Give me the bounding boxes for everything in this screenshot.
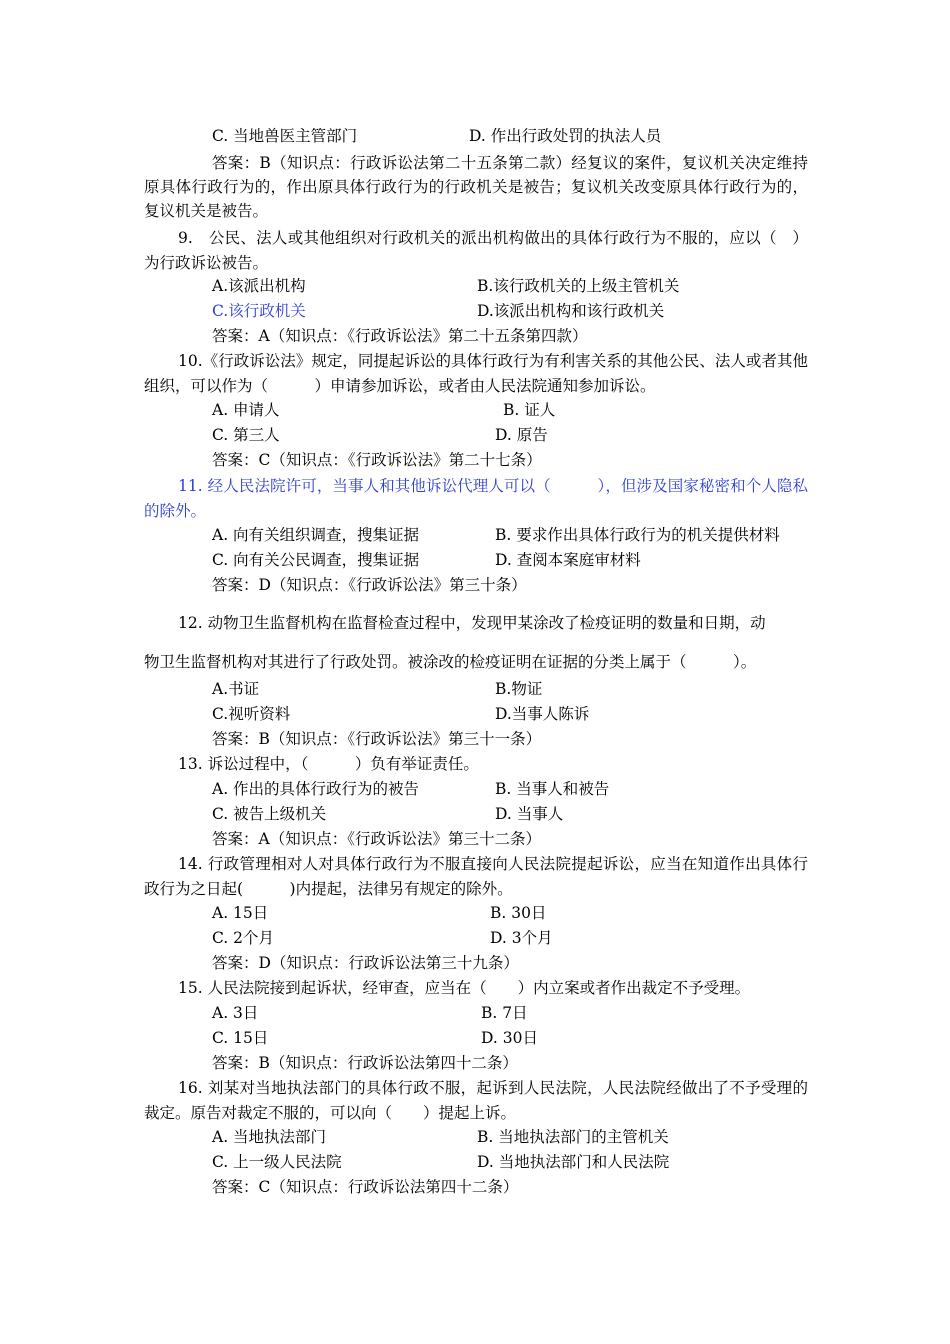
q11-option-a: A. 向有关组织调查，搜集证据 — [212, 526, 420, 544]
q11-answer: 答案：D（知识点：《行政诉讼法》第三十条） — [212, 576, 527, 594]
q14-option-c: C. 2个月 — [212, 929, 275, 947]
q12-option-a: A.书证 — [212, 680, 260, 698]
q16-question: 16. 刘某对当地执法部门的具体行政不服，起诉到人民法院，人民法院经做出了不予受理的裁定。原告对裁定不服的，可以向（ ）提起上诉。 — [144, 1079, 808, 1122]
q14-option-b: B. 30日 — [490, 904, 547, 922]
q9-answer: 答案：A（知识点：《行政诉讼法》第二十五条第四款） — [212, 327, 588, 345]
q14-option-a: A. 15日 — [212, 904, 269, 922]
q16-option-c: C. 上一级人民法院 — [212, 1153, 342, 1171]
q16-option-a: A. 当地执法部门 — [212, 1128, 327, 1146]
q13-option-d: D. 当事人 — [495, 805, 564, 823]
q12-answer: 答案：B（知识点：《行政诉讼法》第三十一条） — [212, 730, 542, 748]
q9-question: 9. 公民、法人或其他组织对行政机关的派出机构做出的具体行政行为不服的，应以（ ）为行政诉讼被告。 — [144, 229, 808, 272]
q10-option-c: C. 第三人 — [212, 426, 280, 444]
q13-option-b: B. 当事人和被告 — [495, 780, 610, 798]
q12-option-b: B.物证 — [495, 680, 543, 698]
q10-answer: 答案：C（知识点：《行政诉讼法》第二十七条） — [212, 451, 542, 469]
q12-question-line2: 物卫生监督机构对其进行了行政处罚。被涂改的检疫证明在证据的分类上属于（ ）。 — [144, 653, 757, 671]
q13-option-c: C. 被告上级机关 — [212, 805, 327, 823]
q15-option-b: B. 7日 — [481, 1004, 528, 1022]
q14-option-d: D. 3个月 — [490, 929, 553, 947]
q15-option-d: D. 30日 — [481, 1029, 538, 1047]
q11-option-c: C. 向有关公民调查，搜集证据 — [212, 551, 420, 569]
q10-option-b: B. 证人 — [503, 401, 556, 419]
q15-option-c: C. 15日 — [212, 1029, 269, 1047]
q9-option-a: A.该派出机构 — [212, 277, 306, 295]
q11-question: 11. 经人民法院许可，当事人和其他诉讼代理人可以（ ），但涉及国家秘密和个人隐私的除外。 — [144, 477, 808, 520]
q8-option-c: C. 当地兽医主管部门 — [212, 127, 358, 145]
q11-option-d: D. 查阅本案庭审材料 — [495, 551, 641, 569]
q16-option-d: D. 当地执法部门和人民法院 — [477, 1153, 670, 1171]
q15-option-a: A. 3日 — [212, 1004, 259, 1022]
q10-option-a: A. 申请人 — [212, 401, 280, 419]
q12-option-c: C.视听资料 — [212, 705, 291, 723]
q15-answer: 答案：B（知识点：行政诉讼法第四十二条） — [212, 1054, 518, 1072]
q9-option-d: D.该派出机构和该行政机关 — [477, 302, 665, 320]
q11-option-b: B. 要求作出具体行政行为的机关提供材料 — [495, 526, 780, 544]
q10-option-d: D. 原告 — [495, 426, 548, 444]
q9-option-b: B.该行政机关的上级主管机关 — [477, 277, 680, 295]
q14-answer: 答案：D（知识点：行政诉讼法第三十九条） — [212, 954, 519, 972]
q8-answer: 答案：B（知识点：行政诉讼法第二十五条第二款）经复议的案件，复议机关决定维持原具体行政行为的，作出原具体行政行为的行政机关是被告；复议机关改变原具体行政行为的，复议机关是被告。 — [144, 154, 808, 220]
q13-answer: 答案：A（知识点：《行政诉讼法》第三十二条） — [212, 830, 541, 848]
q10-question: 10.《行政诉讼法》规定，同提起诉讼的具体行政行为有利害关系的其他公民、法人或者其他组织，可以作为（ ）申请参加诉讼，或者由人民法院通知参加诉讼。 — [144, 352, 808, 395]
q15-question: 15. 人民法院接到起诉状，经审查，应当在（ ）内立案或者作出裁定不予受理。 — [178, 979, 751, 997]
q13-option-a: A. 作出的具体行政行为的被告 — [212, 780, 420, 798]
q8-option-d: D. 作出行政处罚的执法人员 — [469, 127, 662, 145]
q12-question-line1: 12. 动物卫生监督机构在监督检查过程中，发现甲某涂改了检疫证明的数量和日期，动 — [178, 614, 766, 632]
q14-question: 14. 行政管理相对人对具体行政行为不服直接向人民法院提起诉讼，应当在知道作出具体行政行为之日起( )内提起，法律另有规定的除外。 — [144, 855, 808, 898]
q13-question: 13. 诉讼过程中，（ ）负有举证责任。 — [178, 755, 479, 773]
q9-option-c: C.该行政机关 — [212, 302, 306, 320]
q12-option-d: D.当事人陈诉 — [495, 705, 590, 723]
q16-answer: 答案：C（知识点：行政诉讼法第四十二条） — [212, 1178, 519, 1196]
q16-option-b: B. 当地执法部门的主管机关 — [477, 1128, 669, 1146]
